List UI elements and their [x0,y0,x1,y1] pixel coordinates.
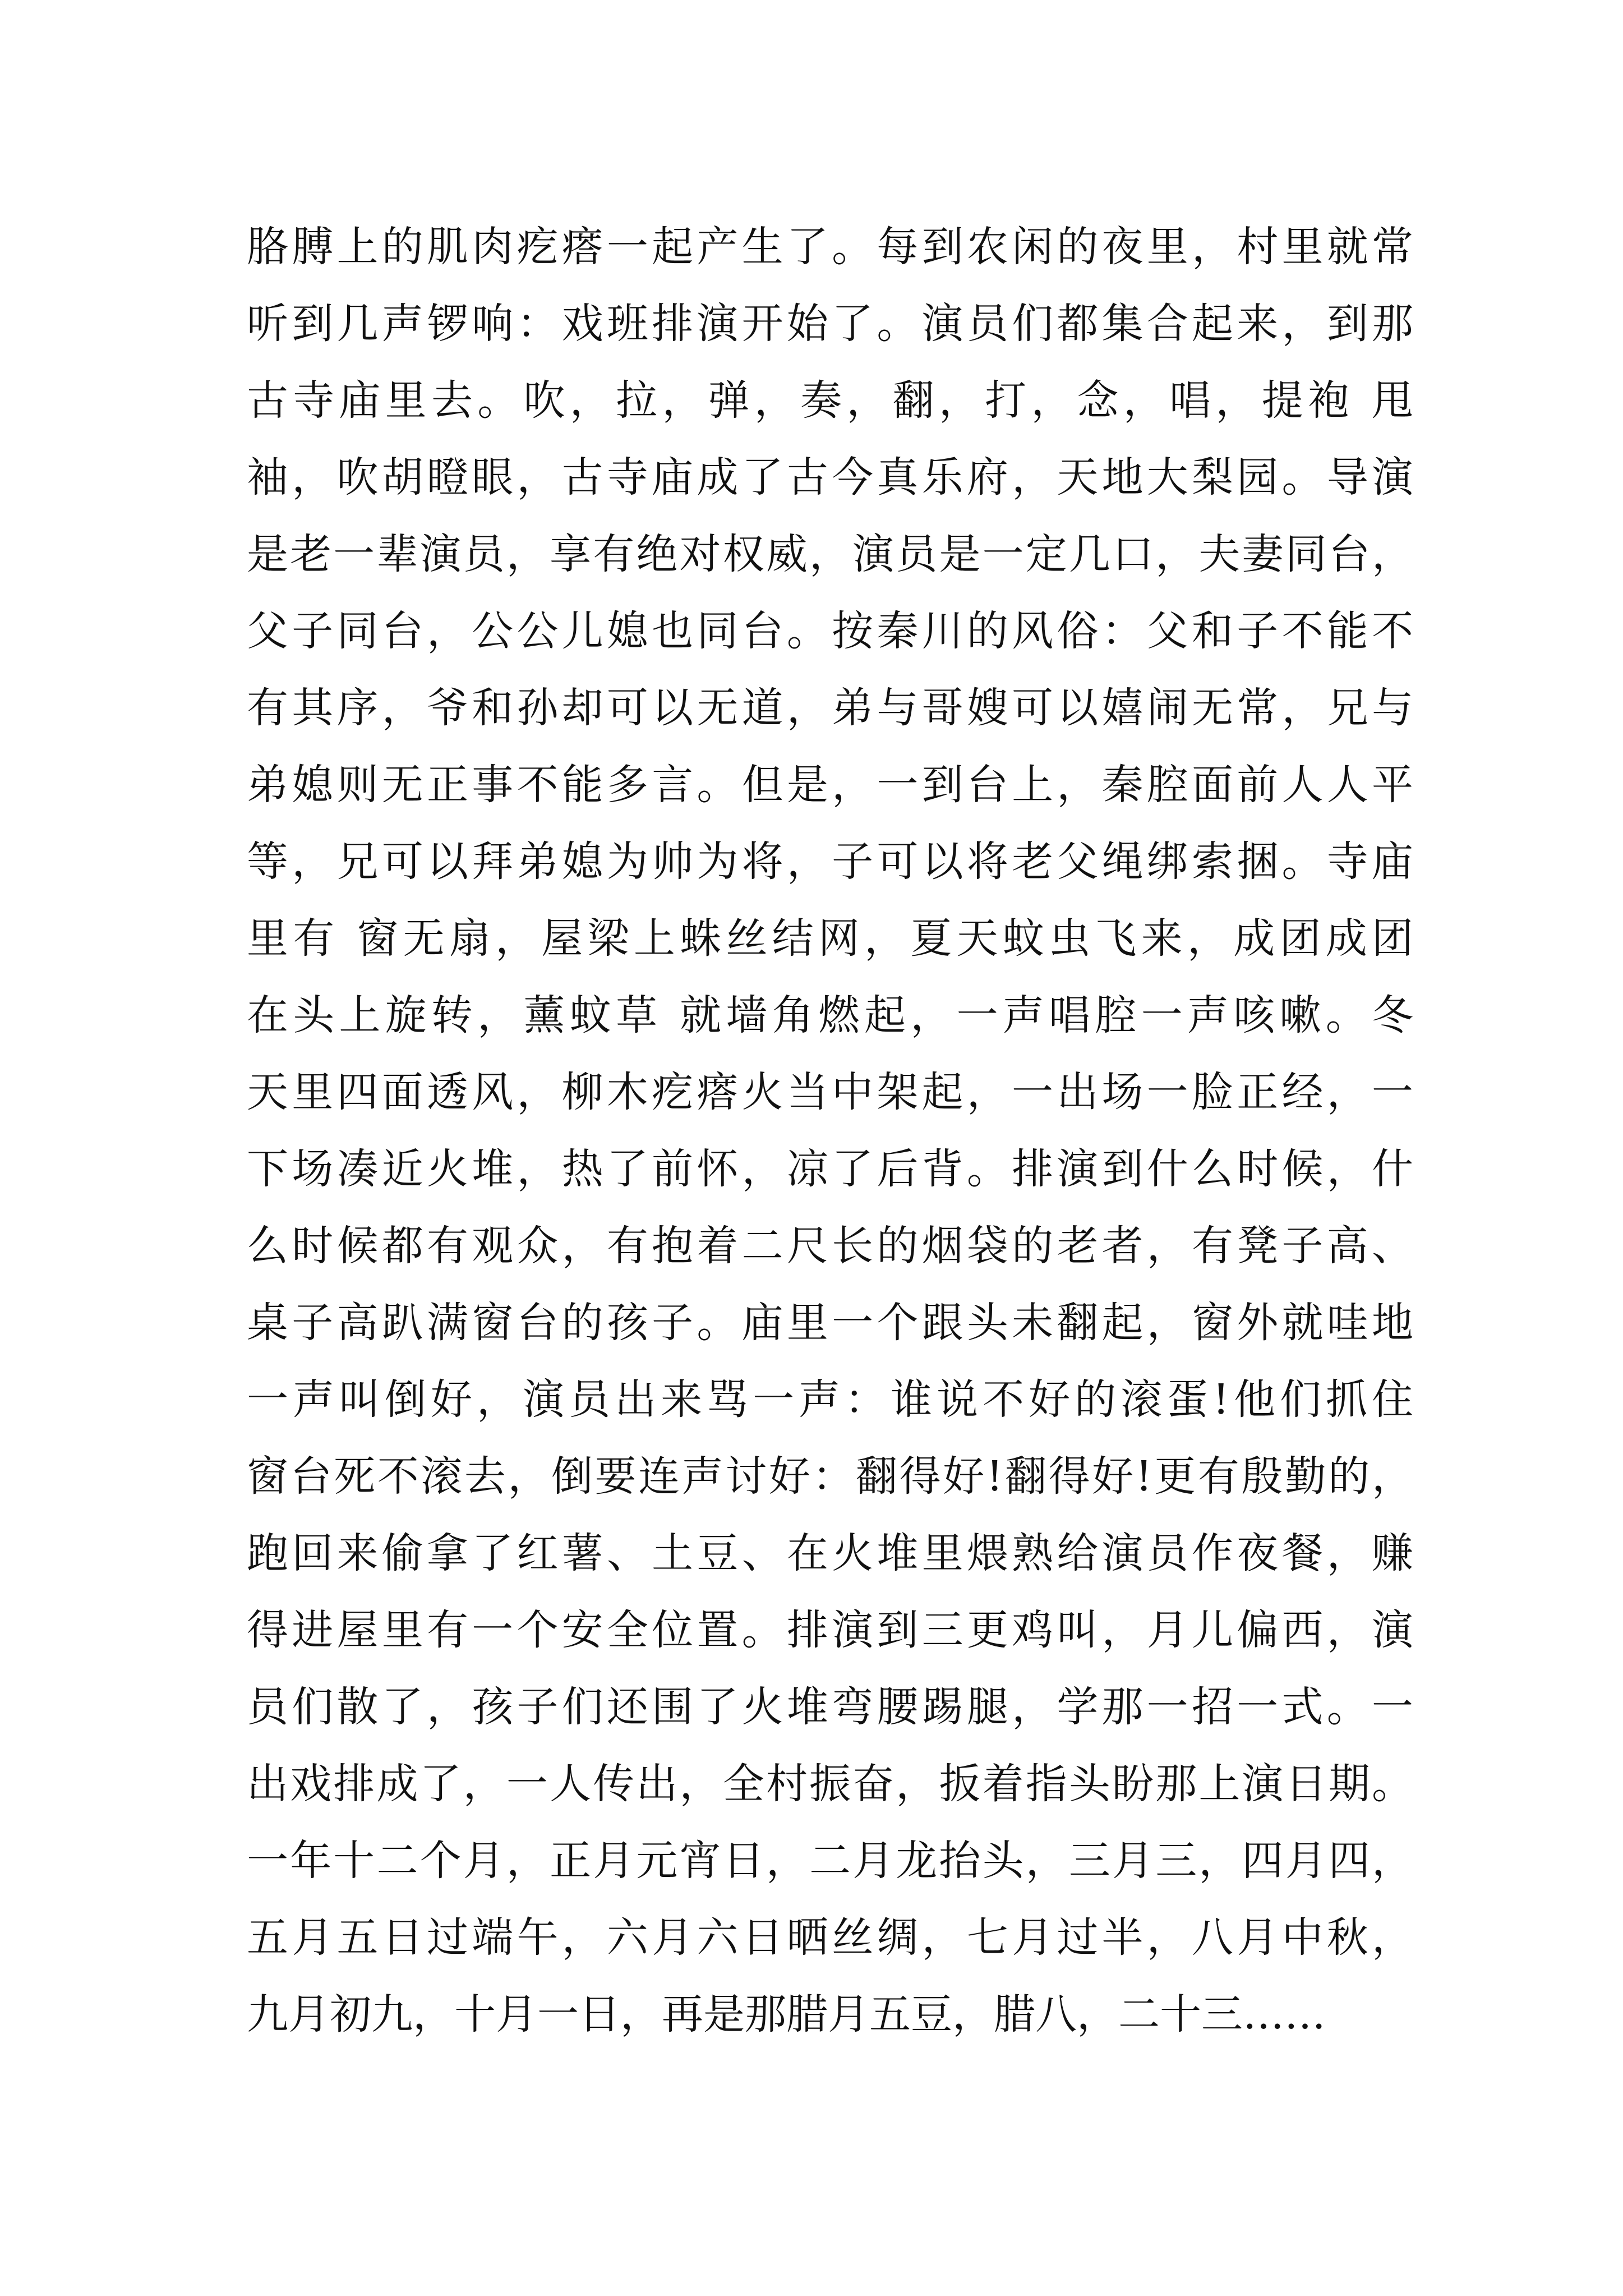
text-line: 么时候都有观众，有抱着二尺长的烟袋的老者，有凳子高、 [247,1222,1413,1270]
text-line: 听到几声锣响：戏班排演开始了。演员们都集合起来，到那 [247,300,1413,348]
text-line: 古寺庙里去。吹，拉，弹，奏，翻，打，念，唱，提袍 甩 [247,376,1413,425]
body-text [247,209,1413,2053]
text-line: 在头上旋转，薰蚊草 就墙角燃起，一声唱腔一声咳嗽。冬 [247,991,1413,1039]
text-line: 有其序，爷和孙却可以无道，弟与哥嫂可以嬉闹无常，兄与 [247,684,1413,732]
text-line: 天里四面透风，柳木疙瘩火当中架起，一出场一脸正经，一 [247,1068,1413,1116]
text-line: 胳膊上的肌肉疙瘩一起产生了。每到农闲的夜里，村里就常 [247,223,1413,271]
text-line: 袖，吹胡瞪眼，古寺庙成了古今真乐府，天地大梨园。导演 [247,453,1413,501]
text-line: 父子同台，公公儿媳也同台。按秦川的风俗：父和子不能不 [247,607,1413,655]
text-line: 一声叫倒好，演员出来骂一声：谁说不好的滚蛋!他们抓住 [247,1375,1413,1424]
text-line: 等，兄可以拜弟媳为帅为将，子可以将老父绳绑索捆。寺庙 [247,838,1413,886]
text-line: 一年十二个月，正月元宵日，二月龙抬头，三月三，四月四， [247,1837,1413,1885]
text-line: 出戏排成了，一人传出，全村振奋，扳着指头盼那上演日期。 [247,1760,1413,1808]
text-line: 是老一辈演员，享有绝对权威，演员是一定几口，夫妻同台， [247,530,1413,578]
text-line: 五月五日过端午，六月六日晒丝绸，七月过半，八月中秋， [247,1913,1413,1962]
text-line: 下场凑近火堆，热了前怀，凉了后背。排演到什么时候，什 [247,1145,1413,1193]
text-line: 弟媳则无正事不能多言。但是，一到台上，秦腔面前人人平 [247,761,1413,809]
text-line: 得进屋里有一个安全位置。排演到三更鸡叫，月儿偏西，演 [247,1606,1413,1654]
text-line: 九月初九，十月一日，再是那腊月五豆，腊八，二十三…… [247,1990,1326,2039]
text-line: 桌子高趴满窗台的孩子。庙里一个跟头未翻起，窗外就哇地 [247,1299,1413,1347]
text-line: 员们散了，孩子们还围了火堆弯腰踢腿，学那一招一式。一 [247,1683,1413,1731]
text-line: 跑回来偷拿了红薯、土豆、在火堆里煨熟给演员作夜餐，赚 [247,1529,1413,1577]
text-line: 窗台死不滚去，倒要连声讨好：翻得好!翻得好!更有殷勤的， [247,1452,1413,1501]
text-line: 里有 窗无扇，屋梁上蛛丝结网，夏天蚊虫飞来，成团成团 [247,914,1413,963]
